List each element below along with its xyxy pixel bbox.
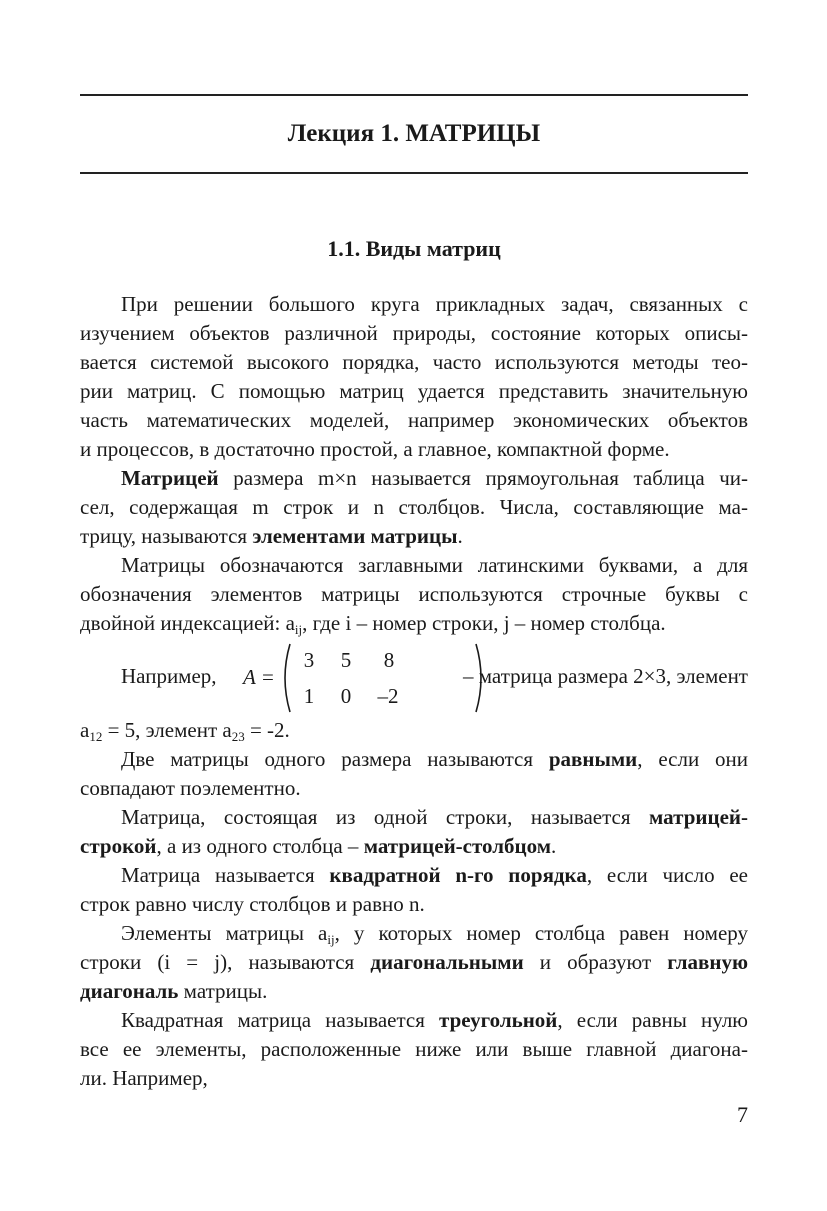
- text-line: При решении большого круга прикладных задач, связанных с: [121, 292, 748, 316]
- top-rule: [80, 94, 748, 96]
- text-line: Матрица, состоящая из одной строки, называется матрицей-: [121, 805, 748, 829]
- term-row-matrix: матрицей-: [649, 805, 748, 829]
- paragraph-matrix-definition: [80, 464, 748, 551]
- paragraph-row-column: [80, 803, 748, 861]
- text-line: изучением объектов различной природы, состояние которых описы-: [80, 321, 748, 345]
- matrix-example: [80, 640, 748, 716]
- text-line: Матрица называется квадратной n-го порядка, если число ее: [121, 863, 749, 887]
- term-diagonal: диагональными: [370, 950, 524, 974]
- term-main-diagonal: диагональ: [80, 979, 179, 1003]
- equals-sign: =: [262, 665, 274, 689]
- term-matrix: Матрицей: [121, 466, 219, 490]
- text-line: строкой, а из одного столбца – матрицей-столбцом.: [80, 834, 557, 858]
- paragraph-equal: [80, 745, 748, 803]
- paragraph-square: [80, 861, 748, 919]
- text-line: $a_{12} = 5$, элемент $a_{23} = -2$.: [80, 718, 290, 744]
- text-line: ли. Например,: [80, 1066, 208, 1090]
- text-line: Квадратная матрица называется треугольной, если равны нулю: [121, 1008, 748, 1032]
- text-line: Матрицей размера m×n называется прямоугольная таблица чи-: [121, 466, 748, 490]
- left-paren: [285, 644, 290, 712]
- example-label: Например,: [121, 664, 217, 688]
- text-line: рии матриц. С помощью матриц удается представить значительную: [80, 379, 748, 403]
- paragraph-notation: [80, 551, 748, 638]
- term-triangular: треугольной: [439, 1008, 558, 1032]
- term-column-matrix: матрицей-столбцом: [363, 834, 552, 858]
- text-line: строк равно числу столбцов и равно n.: [80, 892, 425, 916]
- matrix-cell: 8: [383, 648, 395, 672]
- matrix-cell: 1: [303, 684, 315, 708]
- section-title: 1.1. Виды матриц: [327, 236, 501, 261]
- text-line: и процессов, в достаточно простой, а главное, компактной форме.: [80, 437, 670, 461]
- text-line: Две матрицы одного размера называются равными, если они: [121, 747, 748, 771]
- matrix-cell: –2: [377, 684, 399, 708]
- text-line: совпадают поэлементно.: [80, 776, 301, 800]
- text-line: двойной индексацией: $a_{ij}$, где i – номер строки, j – номер столбца.: [80, 611, 666, 637]
- text-line: Элементы матрицы $a_{ij}$, у которых номер столбца равен номеру: [121, 921, 748, 947]
- matrix-cell: 3: [303, 648, 315, 672]
- term-elements: элементами матрицы: [252, 524, 458, 548]
- paragraph-intro: [80, 290, 748, 464]
- term-equal: равными: [548, 747, 638, 771]
- text-line: диагональ матрицы.: [80, 979, 268, 1003]
- text-line: обозначения элементов матрицы используются строчные буквы с: [80, 582, 748, 606]
- matrix-cell: 5: [340, 648, 352, 672]
- term-square: квадратной n-го порядка: [329, 863, 587, 887]
- matrix-cell: 0: [340, 684, 352, 708]
- example-tail: – матрица размера 2×3, элемент: [463, 664, 748, 688]
- body-bottom: [80, 716, 748, 1093]
- text-line: сел, содержащая m строк и n столбцов. Числа, составляющие ма-: [80, 495, 748, 519]
- text-line: часть математических моделей, например экономических объектов: [80, 408, 748, 432]
- text-line: все ее элементы, расположенные ниже или выше главной диагона-: [80, 1037, 748, 1061]
- text-line: вается системой высокого порядка, часто используются методы тео-: [80, 350, 748, 374]
- lecture-title: Лекция 1. МАТРИЦЫ: [287, 120, 541, 147]
- bottom-rule: [80, 172, 748, 174]
- page-number: 7: [737, 1102, 748, 1127]
- text-line: трицу, называются элементами матрицы.: [80, 524, 463, 548]
- paragraph-diagonal: [80, 919, 748, 1006]
- text-line: Матрицы обозначаются заглавными латинскими буквами, а для: [121, 553, 748, 577]
- paragraph-triangular: [80, 1006, 748, 1093]
- body-top: [80, 290, 748, 638]
- text-line: строки (i = j), называются диагональными и образуют главную: [80, 950, 749, 974]
- matrix-name: A: [243, 665, 256, 689]
